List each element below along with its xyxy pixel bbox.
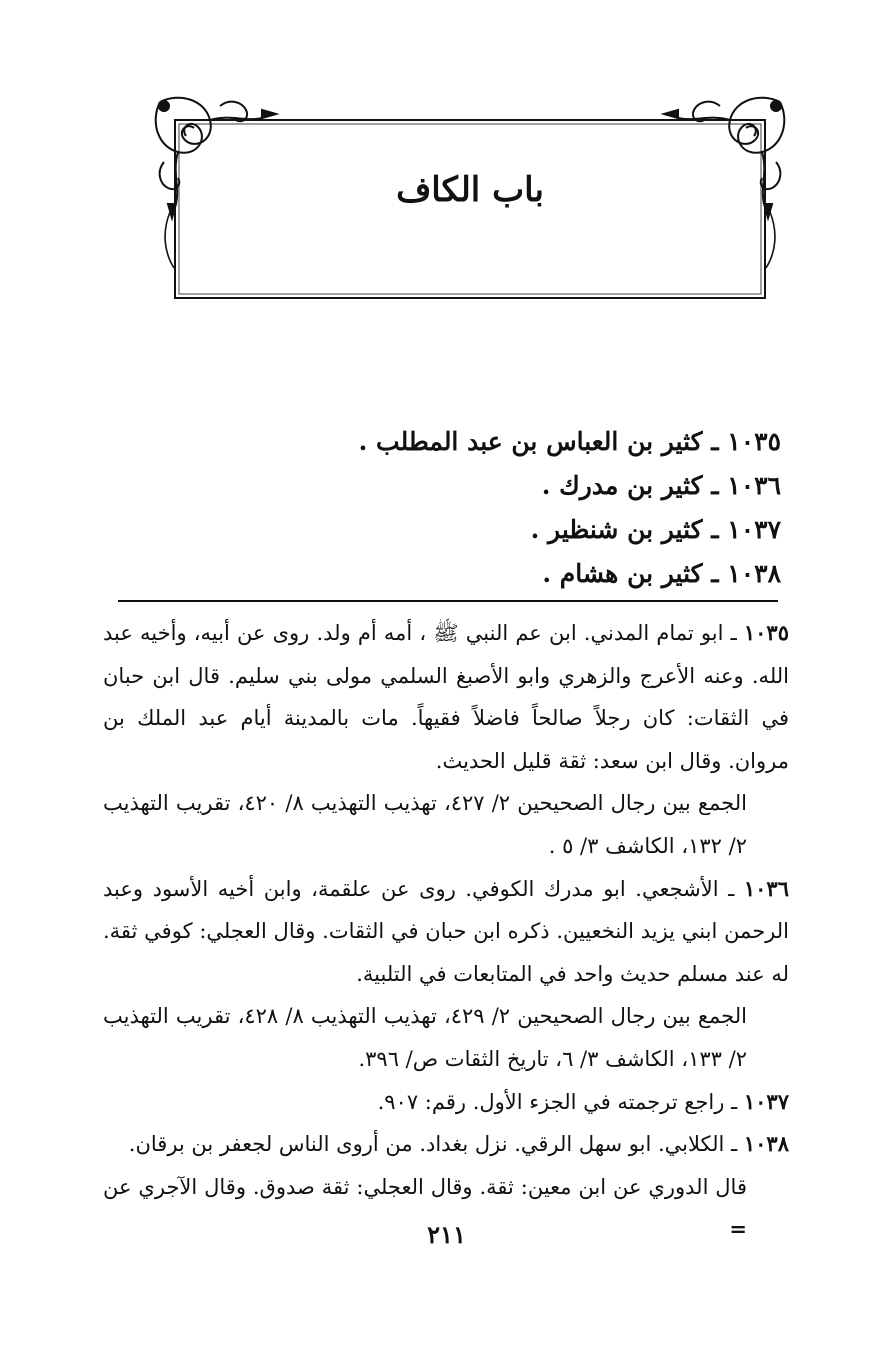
footnote-1035 bbox=[103, 612, 789, 782]
footnote-text: ـ ابو تمام المدني. ابن عم النبي ﷺ ، أمه أم ولد. روى عن أبيه، وأخيه عبد الله. وعنه الأعرج والزهري وابو الأصبغ السلمي مولى بني سليم. قال ابن حبان في الثقات: كان رجلاً صالحاً فاضلاً فقيهاً. مات بالمدينة أيام عبد الملك بن مروان. وقال ابن سعد: ثقة قليل الحديث. bbox=[103, 621, 789, 773]
chapter-frame bbox=[150, 92, 790, 304]
footnote-divider bbox=[118, 600, 778, 602]
footnote-number: ١٠٣٦ bbox=[743, 875, 789, 901]
footnote-1036 bbox=[103, 868, 789, 996]
footnote-text: ـ راجع ترجمته في الجزء الأول. رقم: ٩٠٧. bbox=[377, 1089, 744, 1114]
continuation-mark: = bbox=[729, 1216, 747, 1242]
entry-1036: ١٠٣٦ ـ كثير بن مدرك . bbox=[541, 471, 781, 500]
footnote-text: ـ الكلابي. ابو سهل الرقي. نزل بغداد. من أروى الناس لجعفر بن برقان. bbox=[128, 1132, 744, 1157]
entry-1038: ١٠٣٨ ـ كثير بن هشام . bbox=[542, 559, 781, 588]
footnote-1035-refs: الجمع بين رجال الصحيحين ٢/ ٤٢٧، تهذيب التهذيب ٨/ ٤٢٠، تقريب التهذيب ٢/ ١٣٢، الكاشف ٣/ ٥ . bbox=[103, 791, 747, 858]
entry-1035: ١٠٣٥ ـ كثير بن العباس بن عبد المطلب . bbox=[358, 427, 781, 456]
entry-1037: ١٠٣٧ ـ كثير بن شنظير . bbox=[530, 515, 781, 544]
footnote-1038 bbox=[103, 1123, 789, 1166]
footnote-number: ١٠٣٨ bbox=[743, 1131, 789, 1157]
entry-list bbox=[221, 420, 781, 596]
chapter-title: باب الكاف bbox=[396, 170, 544, 210]
footnotes bbox=[103, 612, 789, 1251]
footnote-number: ١٠٣٧ bbox=[743, 1088, 789, 1114]
footnote-1036-refs: الجمع بين رجال الصحيحين ٢/ ٤٢٩، تهذيب التهذيب ٨/ ٤٢٨، تقريب التهذيب ٢/ ١٣٣، الكاشف ٣/ ٦، تاريخ الثقات ص/ ٣٩٦. bbox=[103, 1004, 747, 1071]
footnote-number: ١٠٣٥ bbox=[743, 620, 789, 645]
footnote-continued-text: قال الدوري عن ابن معين: ثقة. وقال العجلي: ثقة صدوق. وقال الآجري عن bbox=[103, 1174, 747, 1199]
page-number: ٢١١ bbox=[427, 1220, 466, 1249]
footnote-text: ـ الأشجعي. ابو مدرك الكوفي. روى عن علقمة، وابن أخيه الأسود وعبد الرحمن ابني يزيد النخعيين. ذكره ابن حبان في الثقات. وقال العجلي: كوفي ثقة. له عند مسلم حديث واحد في المتابعات في التلبية. bbox=[103, 876, 789, 986]
footnote-1037 bbox=[103, 1081, 789, 1124]
